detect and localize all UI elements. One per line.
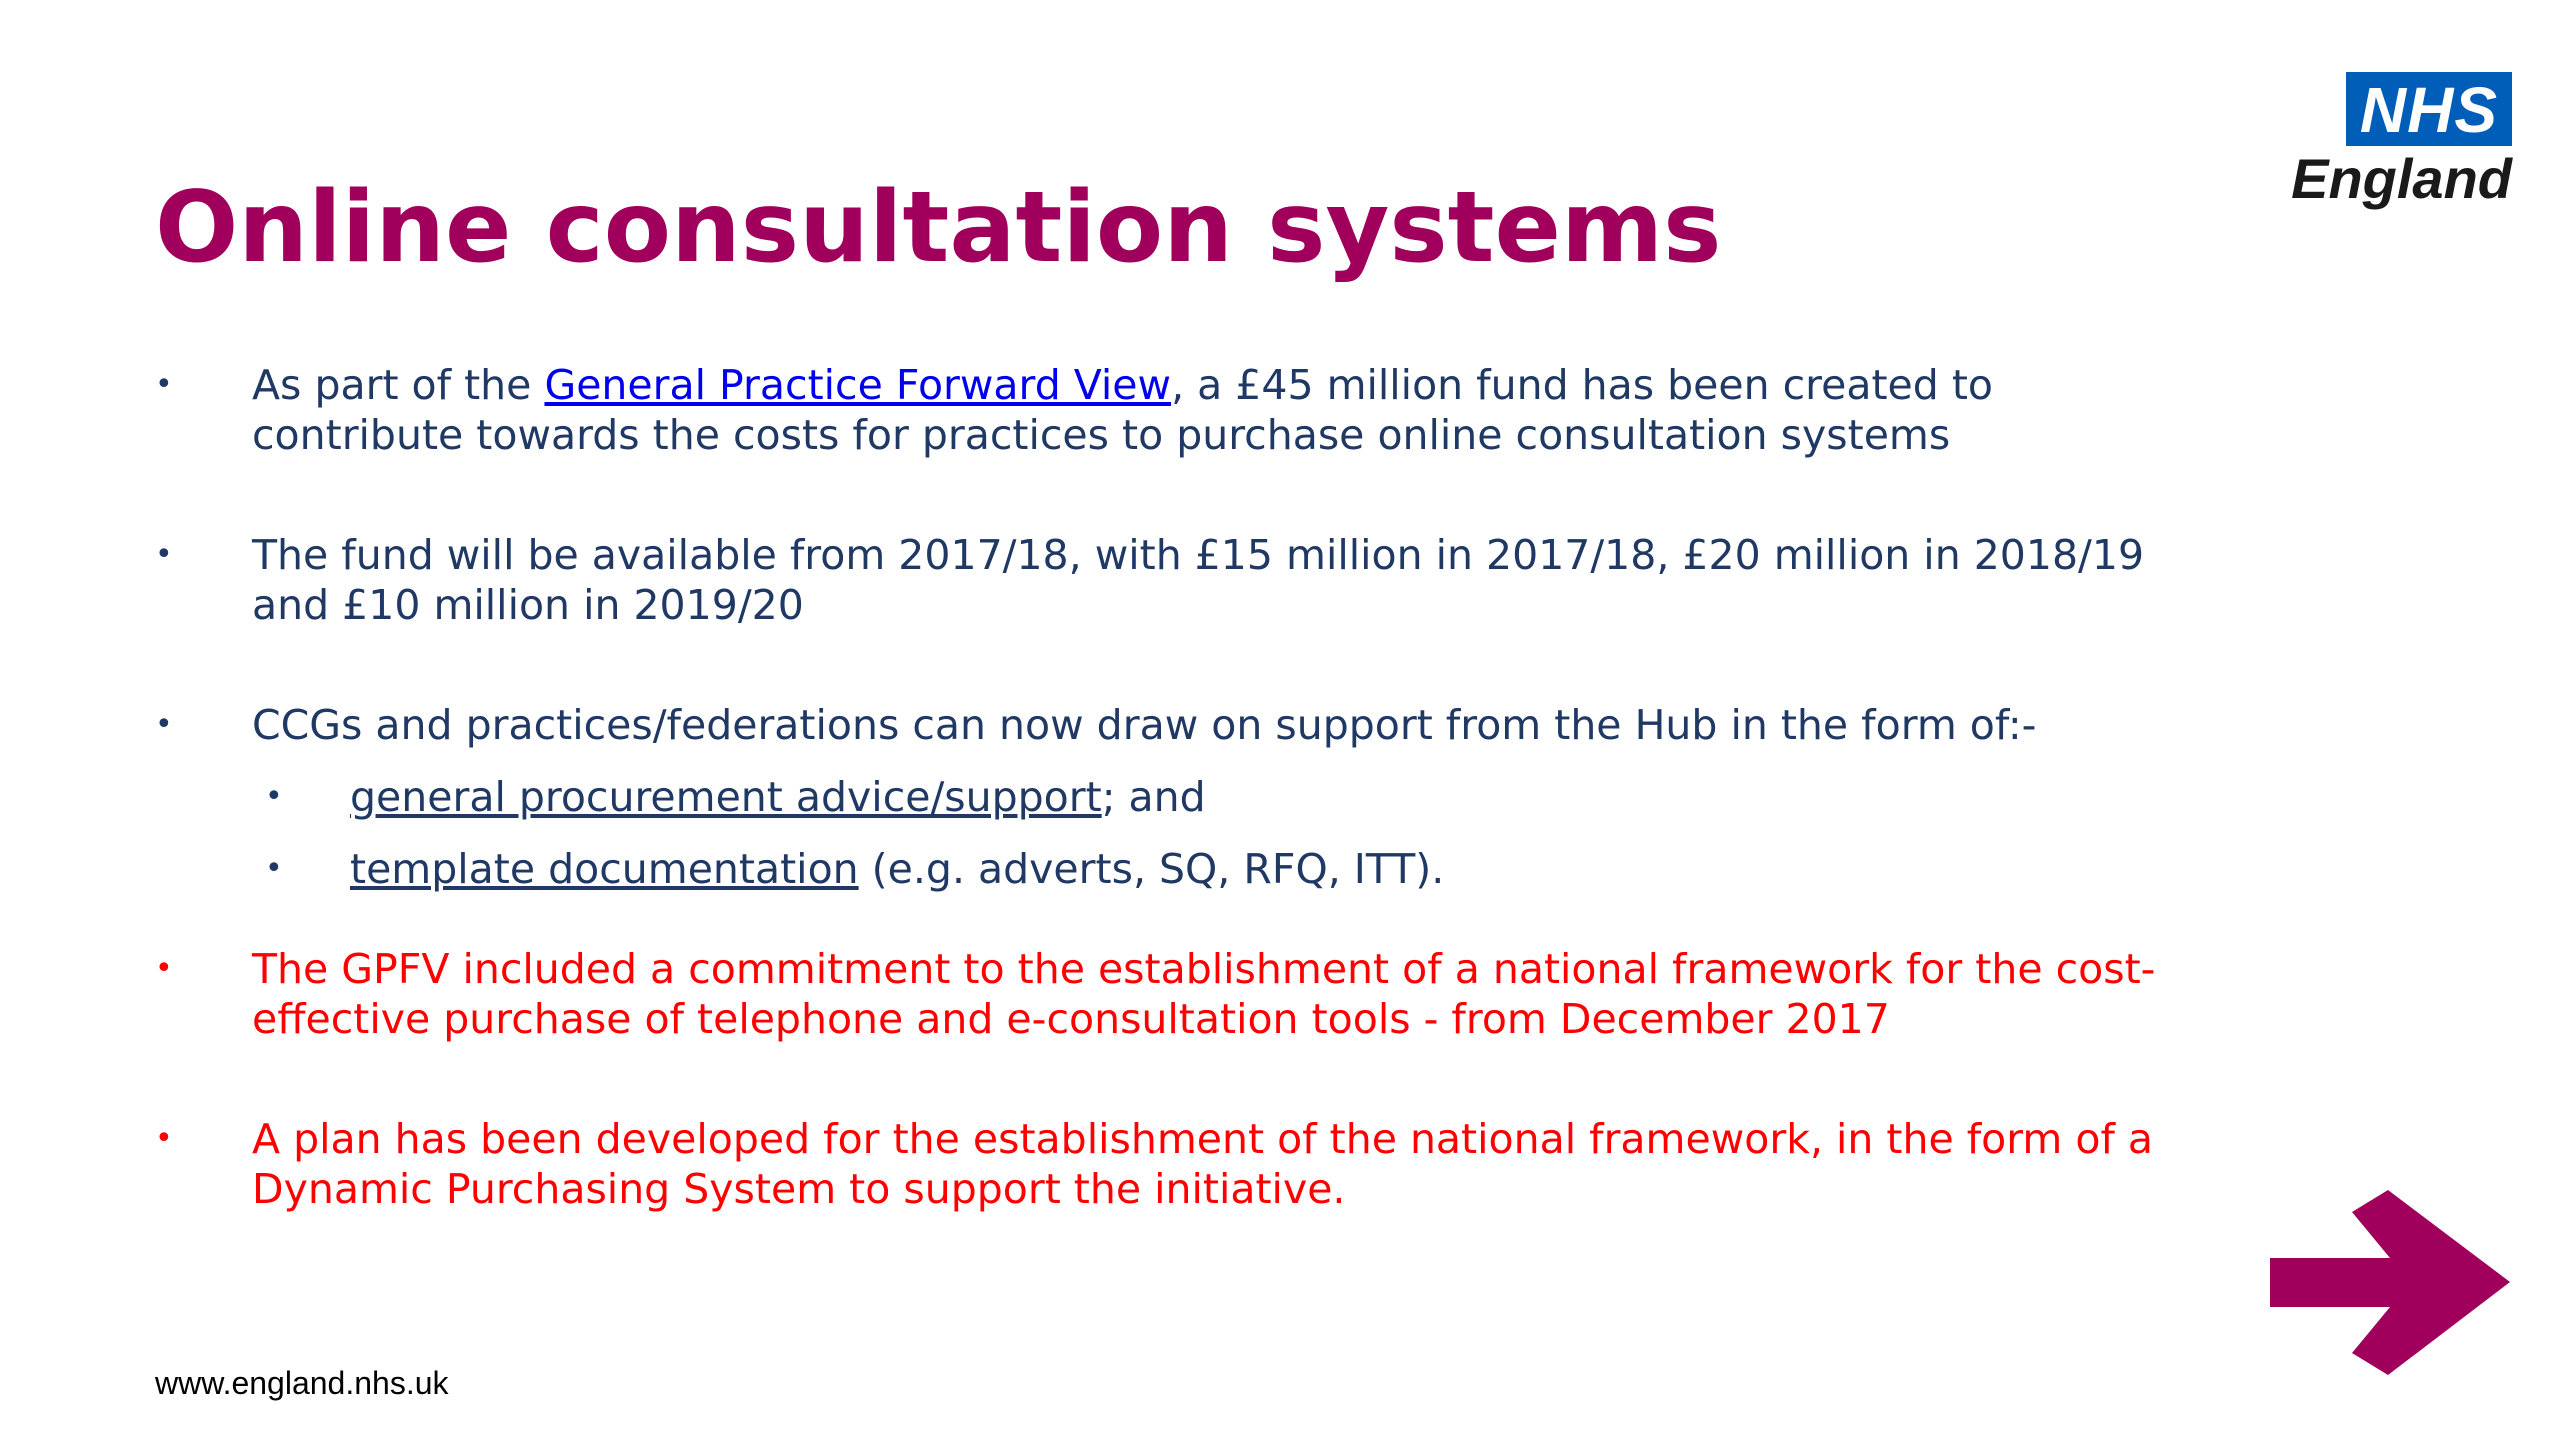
bullet-text: [252, 360, 2175, 460]
bullet-text: The fund will be available from 2017/18, with £15 million in 2017/18, £20 million in 2018/19 and £10 million in 2019/20: [252, 531, 2145, 629]
template-documentation-link[interactable]: template documentation: [350, 845, 859, 893]
nhs-logo-england: England: [2291, 147, 2512, 210]
bullet-text-post: , a £45 million fund has been created to contribute towards the costs for practices to purchase online consultation systems: [252, 361, 1994, 459]
bullet-text: A plan has been developed for the establishment of the national framework, in the form of a Dynamic Purchasing System to support the initiative.: [252, 1115, 2154, 1213]
nhs-logo-box: NHS: [2346, 72, 2512, 146]
sub-bullet-templates: [155, 844, 2175, 894]
sub-bullet-dot: •: [265, 779, 283, 814]
bullet-item-fund: [155, 360, 2175, 460]
sub-bullet-post: ; and: [1101, 773, 1206, 821]
bullet-text-pre: As part of the: [252, 361, 545, 409]
sub-bullet-post: (e.g. adverts, SQ, RFQ, ITT).: [858, 845, 1445, 893]
procurement-advice-link[interactable]: general procurement advice/support: [350, 773, 1102, 821]
nhs-england-logo: [2291, 72, 2512, 210]
bullet-text: CCGs and practices/federations can now draw on support from the Hub in the form of:-: [252, 701, 2037, 749]
bullet-dot: •: [155, 951, 173, 986]
bullet-dot: •: [155, 1121, 173, 1156]
bullet-item-framework: [155, 944, 2175, 1044]
sub-bullet-text: [350, 772, 2175, 822]
footer-url: www.england.nhs.uk: [155, 1365, 449, 1401]
bullet-item-plan: [155, 1114, 2175, 1214]
next-arrow-shape: [2270, 1190, 2510, 1375]
sub-bullet-procurement: [155, 772, 2175, 822]
bullet-item-support: [155, 700, 2175, 750]
sub-bullet-dot: •: [265, 851, 283, 886]
bullet-list: [155, 360, 2175, 1214]
next-arrow-icon[interactable]: [2270, 1190, 2510, 1375]
slide-title: Online consultation systems: [155, 171, 1722, 285]
bullet-dot: •: [155, 537, 173, 572]
gpfv-link[interactable]: General Practice Forward View: [544, 361, 1172, 409]
sub-bullet-text: [350, 844, 2175, 894]
bullet-item-availability: [155, 530, 2175, 630]
bullet-dot: •: [155, 367, 173, 402]
bullet-dot: •: [155, 707, 173, 742]
bullet-text: The GPFV included a commitment to the establishment of a national framework for the cost-effective purchase of telephone and e-consultation tools - from December 2017: [252, 945, 2156, 1043]
